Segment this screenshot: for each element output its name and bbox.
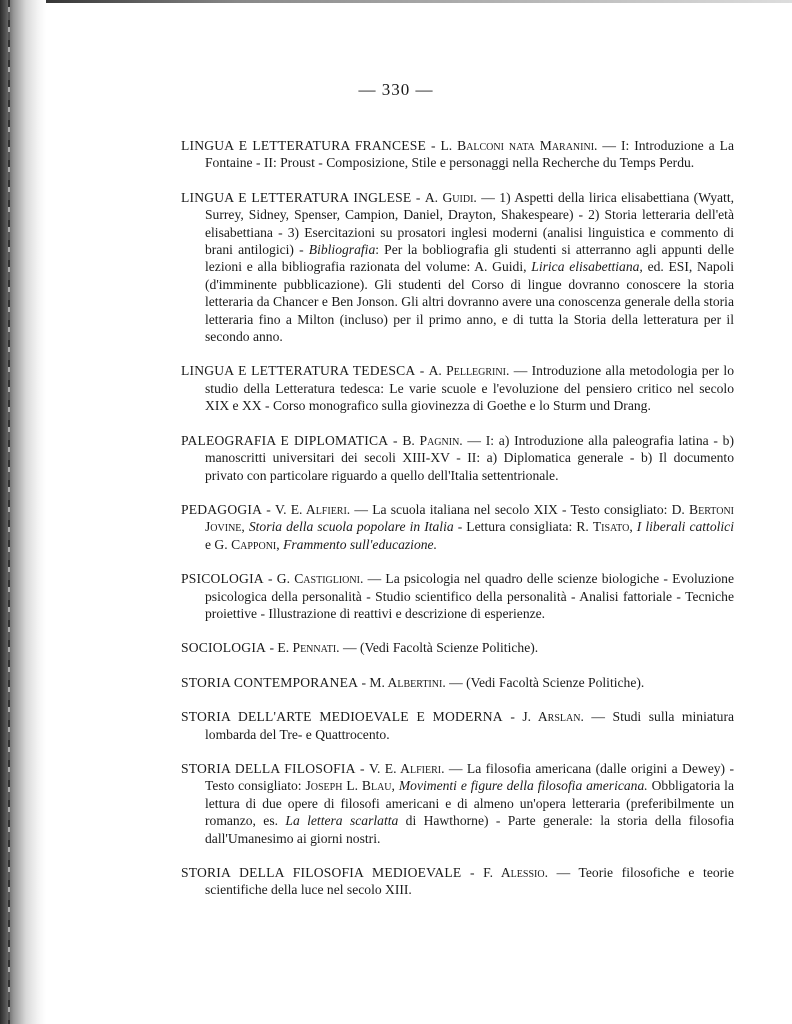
course-entry-tedesca: LINGUA E LETTERATURA TEDESCA - A. Pellegrini. — Introduzione alla metodologia per lo studio della Letteratura tedesca: Le varie scuole e l'evoluzione del pensiero critico nel secolo XIX e XX - Corso monografico sulla giovinezza di Goethe e lo Sturm und Drang. (181, 363, 734, 414)
course-entry-psicologia: PSICOLOGIA - G. Castiglioni. — La psicologia nel quadro delle scienze biologiche - Evoluzione psicologica della personalità - Studio scientifico della personalità - Analisi fattoriale - Tecniche proiettive - Illustrazione di reattivi e descrizione di esperienze. (181, 571, 734, 621)
scan-top-edge (0, 0, 792, 3)
course-teacher: V. E. Alfieri. (368, 760, 445, 776)
course-teacher: G. Castiglioni. (276, 571, 364, 587)
course-description: — (Vedi Facoltà Scienze Politiche). (449, 674, 645, 690)
course-description: e G. (205, 536, 228, 552)
course-description: - Lettura consigliata: R. (457, 519, 589, 535)
course-teacher: M. Albertini. (369, 674, 446, 690)
course-teacher: F. Alessio. (483, 865, 548, 880)
course-subject: LINGUA E LETTERATURA FRANCESE (181, 138, 426, 153)
book-title: Frammento sull'educazione. (283, 536, 437, 552)
course-entry-francese: LINGUA E LETTERATURA FRANCESE - L. Balconi nata Maranini. — I: Introduzione a La Fontaine - II: Proust - Composizione, Stile e personaggi nella Recherche du Temps Perdu. (181, 138, 734, 171)
course-description: — Studi sulla miniatura lombarda del Tre- e Quattrocento. (205, 709, 735, 742)
book-title: Movimenti e figure della filosofia americana. (398, 778, 648, 794)
course-subject: STORIA DELLA FILOSOFIA MEDIOEVALE (181, 865, 462, 880)
course-subject: STORIA DELL'ARTE MEDIOEVALE E MODERNA (181, 709, 503, 725)
bibliography-label: Bibliografia (308, 242, 376, 258)
course-entry-storia-contemporanea: STORIA CONTEMPORANEA - M. Albertini. — (Vedi Facoltà Scienze Politiche). (181, 674, 645, 690)
course-description: : Per la bobliografia gli studenti si atterranno agli appunti delle lezioni e alla bibliografia razionata del volume: A. Guidi, (205, 242, 735, 275)
course-teacher: J. Arslan. (522, 709, 584, 725)
course-description: — I: Introduzione a La Fontaine - II: Proust - Composizione, Stile e personaggi nella Recherche du Temps Perdu. (205, 138, 734, 171)
book-title: La lettera scarlatta (285, 813, 399, 829)
course-teacher: B. Pagnin. (402, 432, 463, 448)
course-subject: LINGUA E LETTERATURA INGLESE (181, 189, 412, 205)
course-subject: PEDAGOGIA (181, 501, 263, 517)
course-entry-pedagogia: PEDAGOGIA - V. E. Alfieri. — La scuola italiana nel secolo XIX - Testo consigliato: D. Bertoni Jovine, Storia della scuola popolare in Italia - Lettura consigliata: R. Tisato, I liberali cattolici e G. Capponi, Frammento sull'educazione. (181, 501, 734, 552)
course-entry-paleografia: PALEOGRAFIA E DIPLOMATICA - B. Pagnin. — I: a) Introduzione alla paleografia latina - b) manoscritti universitari dei secoli XIII-XV - II: a) Diplomatica generale - b) Il documento privato con particolare riguardo a quello dell'Italia settentrionale. (181, 432, 734, 483)
course-entry-filosofia-medioevale: STORIA DELLA FILOSOFIA MEDIOEVALE - F. Alessio. — Teorie filosofiche e teorie scientifiche della luce nel secolo XIII. (181, 865, 734, 898)
book-title: Lirica elisabettiana, (531, 259, 643, 275)
book-author: Capponi, (231, 536, 280, 552)
course-description: — Teorie filosofiche e teorie scientifiche della luce nel secolo XIII. (205, 865, 734, 898)
course-entry-sociologia: SOCIOLOGIA - E. Pennati. — (Vedi Facoltà Scienze Politiche). (181, 640, 539, 656)
course-description: — Introduzione alla metodologia per lo studio della Letteratura tedesca: Le varie scuole e l'evoluzione del pensiero critico nel secolo XIX e XX - Corso monografico sulla giovinezza di Goethe e lo Sturm und Drang. (205, 363, 734, 414)
course-list (181, 137, 734, 916)
course-description: Obbligatoria la lettura di due opere di filosofi americani e di almeno un'opera letteraria (preferibilmente un romanzo, es. (205, 778, 734, 829)
book-author: Bertoni Jovine, (205, 501, 734, 535)
course-description: di Hawthorne) - Parte generale: la storia della filosofia dall'Umanesimo ai giorni nostri. (205, 813, 734, 846)
course-description: — I: a) Introduzione alla paleografia latina - b) manoscritti universitari dei secoli XIII-XV - II: a) Diplomatica generale - b) Il documento privato con particolare riguardo a quello dell'Italia settentrionale. (205, 432, 734, 483)
course-subject: PSICOLOGIA (181, 571, 264, 587)
course-subject: STORIA DELLA FILOSOFIA (181, 760, 356, 776)
book-title: I liberali cattolici (636, 519, 734, 535)
course-description: — La scuola italiana nel secolo XIX - Testo consigliato: D. (354, 501, 685, 517)
course-subject: STORIA CONTEMPORANEA (181, 674, 359, 690)
course-teacher: A. Guidi. (424, 189, 477, 205)
scan-binding-edge (0, 0, 46, 1024)
page-number: — 330 — (358, 80, 434, 99)
course-entry-storia-arte: STORIA DELL'ARTE MEDIOEVALE E MODERNA - J. Arslan. — Studi sulla miniatura lombarda del Tre- e Quattrocento. (181, 709, 735, 742)
course-description: ed. ESI, Napoli (d'imminente pubblicazione). Gli studenti del Corso di lingue dovranno conoscere la storia letteraria da Chancer e Ben Jonson. Gli altri dovranno avere una conoscenza generale della storia letteraria fino a Milton (incluso) per il primo anno, e di tutta la Storia della letteratura per il secondo anno. (205, 259, 734, 345)
course-subject: LINGUA E LETTERATURA TEDESCA (181, 363, 416, 379)
book-author: Joseph L. Blau, (305, 778, 395, 794)
course-teacher: A. Pellegrini. (428, 363, 510, 379)
course-teacher: V. E. Alfieri. (275, 501, 351, 517)
course-description: — 1) Aspetti della lirica elisabettiana (Wyatt, Surrey, Sidney, Spenser, Campion, Daniel, Drayton, Shakespeare) - 2) Storia letteraria dell'età elisabettiana - 3) Esercitazioni su prosatori inglesi moderni (analisi linguistica e commento di brani antilogici) - (205, 189, 734, 258)
course-teacher: E. Pennati. (277, 640, 340, 656)
book-title: Storia della scuola popolare in Italia (248, 519, 454, 535)
course-entry-storia-filosofia: STORIA DELLA FILOSOFIA - V. E. Alfieri. — La filosofia americana (dalle origini a Dewey) - Testo consigliato: Joseph L. Blau, Movimenti e figure della filosofia americana. Obbligatoria la lettura di due opere di filosofi americani e di almeno un'opera letteraria (preferibilmente un romanzo, es. La lettera scarlatta di Hawthorne) - Parte generale: la storia della filosofia dall'Umanesimo ai giorni nostri. (181, 760, 734, 846)
course-description: — La psicologia nel quadro delle scienze biologiche - Evoluzione psicologica della personalità - Studio scientifico della personalità - Analisi fattoriale - Tecniche proiettive - Illustrazione di reattivi e descrizione di esperienze. (205, 571, 734, 621)
course-entry-inglese: LINGUA E LETTERATURA INGLESE - A. Guidi. — 1) Aspetti della lirica elisabettiana (Wyatt, Surrey, Sidney, Spenser, Campion, Daniel, Drayton, Shakespeare) - 2) Storia letteraria dell'età elisabettiana - 3) Esercitazioni su prosatori inglesi moderni (analisi linguistica e commento di brani antilogici) - Bibliografia: Per la bobliografia gli studenti si atterranno agli appunti delle lezioni e alla bibliografia razionata del volume: A. Guidi, Lirica elisabettiana, ed. ESI, Napoli (d'imminente pubblicazione). Gli studenti del Corso di lingue dovranno conoscere la storia letteraria da Chancer e Ben Jonson. Gli altri dovranno avere una conoscenza generale della storia letteraria fino a Milton (incluso) per il primo anno, e di tutta la Storia della letteratura per il secondo anno. (181, 189, 735, 345)
course-subject: PALEOGRAFIA E DIPLOMATICA (181, 432, 389, 448)
course-teacher: L. Balconi nata Maranini. (440, 138, 598, 153)
course-description: — (Vedi Facoltà Scienze Politiche). (342, 640, 539, 656)
course-subject: SOCIOLOGIA (181, 640, 267, 656)
course-description: — La filosofia americana (dalle origini a Dewey) - Testo consigliato: (205, 760, 734, 794)
book-author: Tisato, (592, 519, 633, 535)
